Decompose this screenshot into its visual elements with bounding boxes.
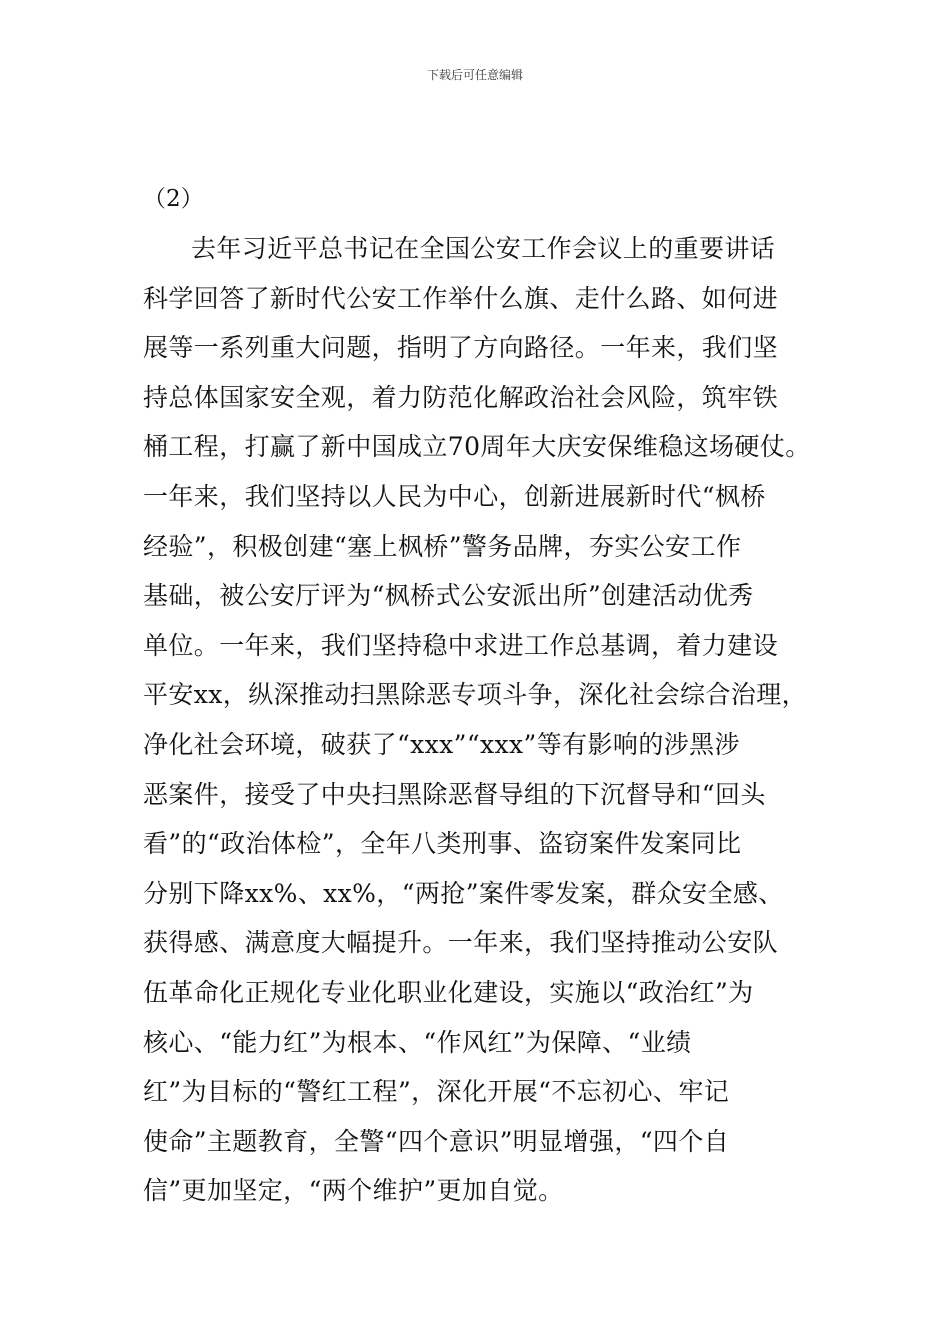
text-line: 使命”主题教育，全警“四个意识”明显增强，“四个自 [143, 1126, 730, 1156]
text-line: 科学回答了新时代公安工作举什么旗、走什么路、如何进 [143, 283, 779, 313]
text-line: 获得感、满意度大幅提升。一年来，我们坚持推动公安队 [143, 928, 779, 958]
text-line: 看”的“政治体检”，全年八类刑事、盗窃案件发案同比 [143, 829, 742, 859]
text-line: 单位。一年来，我们坚持稳中求进工作总基调，着力建设 [143, 630, 779, 660]
text-line: 桶工程，打赢了新中国成立70周年大庆安保维稳这场硬仗。 [143, 432, 811, 462]
text-line: 红”为目标的“警红工程”，深化开展“不忘初心、牢记 [143, 1077, 730, 1107]
text-line: 展等一系列重大问题，指明了方向路径。一年来，我们坚 [143, 333, 779, 363]
body-paragraph [143, 224, 823, 1216]
text-line: 去年习近平总书记在全国公安工作会议上的重要讲话 [191, 234, 776, 263]
text-line: 分别下降xx%、xx%，“两抢”案件零发案，群众安全感、 [143, 878, 784, 908]
text-line: 核心、“能力红”为根本、“作风红”为保障、“业绩 [143, 1027, 692, 1057]
text-line: 净化社会环境，破获了“xxx”“xxx”等有影响的涉黑涉 [143, 729, 740, 759]
text-line: 持总体国家安全观，着力防范化解政治社会风险，筑牢铁 [143, 382, 779, 412]
text-line: 恶案件，接受了中央扫黑除恶督导组的下沉督导和“回头 [143, 779, 766, 809]
text-line: 经验”，积极创建“塞上枫桥”警务品牌，夯实公安工作 [143, 531, 742, 561]
text-line: 信”更加坚定，“两个维护”更加自觉。 [143, 1176, 564, 1206]
text-line: 基础，被公安厅评为“枫桥式公安派出所”创建活动优秀 [143, 581, 754, 611]
section-number: （2） [143, 186, 204, 212]
text-line: 伍革命化正规化专业化职业化建设，实施以“政治红”为 [143, 977, 754, 1007]
text-line: 一年来，我们坚持以人民为中心，创新进展新时代“枫桥 [143, 481, 766, 511]
page-header-note: 下载后可任意编辑 [426, 68, 523, 82]
text-line: 平安xx，纵深推动扫黑除恶专项斗争，深化社会综合治理， [143, 680, 808, 710]
